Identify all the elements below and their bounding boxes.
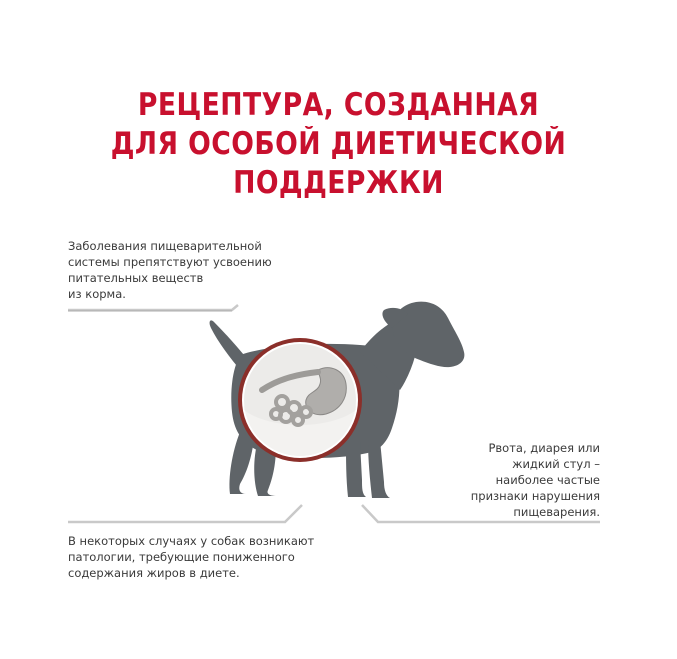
digestive-system-icon: [238, 338, 362, 462]
leader-line-bottom: [68, 505, 302, 522]
leader-line-top: [68, 305, 238, 310]
callout-right-line-1: Рвота, диарея или: [488, 441, 600, 455]
headline-line-1: РЕЦЕПТУРА, СОЗДАННАЯ: [137, 87, 540, 123]
callout-right-line-3: наиболее частые: [495, 473, 600, 487]
callout-bottom-line-3: содержания жиров в диете.: [68, 566, 240, 580]
callout-bottom-line-2: патологии, требующие пониженного: [68, 550, 295, 564]
callout-right-line-4: признаки нарушения: [470, 489, 600, 503]
headline-line-2: ДЛЯ ОСОБОЙ ДИЕТИЧЕСКОЙ: [110, 126, 567, 162]
headline-line-3: ПОДДЕРЖКИ: [233, 165, 444, 201]
callout-right-line-2: жидкий стул –: [512, 457, 600, 471]
callout-top-line-2: системы препятствуют усвоению: [68, 255, 272, 269]
callout-top-line-3: питательных веществ: [68, 271, 204, 285]
callout-top-line-1: Заболевания пищеварительной: [68, 239, 262, 253]
callout-top-line-4: из корма.: [68, 287, 126, 301]
callout-bottom-line-1: В некоторых случаях у собак возникают: [68, 534, 315, 548]
callout-right-line-5: пищеварения.: [513, 505, 600, 519]
leader-line-right: [362, 505, 600, 522]
